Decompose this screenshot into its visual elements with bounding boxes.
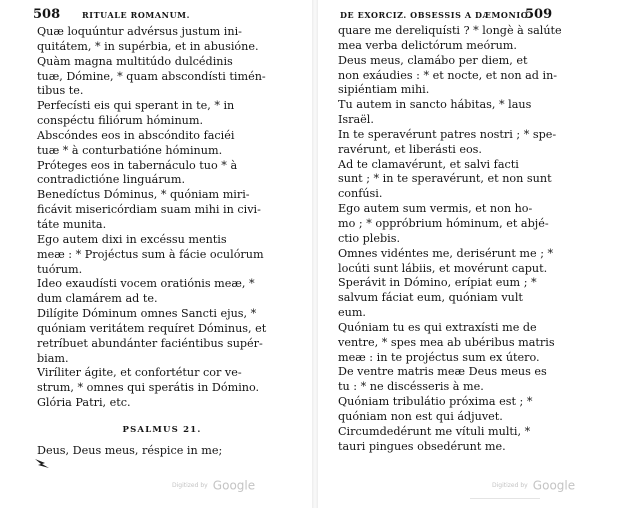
left-text-line: tuæ * à conturbatióne hóminum. [37,143,223,157]
right-text-line: In te speravérunt patres nostri ; * spe- [338,127,557,141]
left-watermark-small: Digitized by [172,482,208,489]
right-text-line: Tu autem in sancto hábitas, * laus [338,98,532,112]
right-text-line: quare me dereliquísti ? * longè à salúte [338,24,562,37]
right-watermark-brand: Google [532,478,576,493]
right-text-line: non exáudies : * et nocte, et non ad in- [338,68,558,82]
psalm-first-line: Deus, Deus meus, réspice in me; [37,443,223,457]
left-text-line: contradictióne linguárum. [37,173,186,187]
right-text-line: Israël. [338,113,374,127]
margin-mark-icon [35,457,50,469]
left-text-line: Viríliter ágite, et confortétur cor ve- [37,366,242,380]
right-text-line: Ego autem sum vermis, et non ho- [338,202,533,216]
right-verse-lines [338,24,600,454]
left-text-line: dum clamárem ad te. [37,292,158,306]
right-page-number: 509 [525,7,553,22]
left-text-line: tibus te. [37,84,84,98]
right-text-line: De ventre matris meæ Deus meus es [338,365,547,379]
right-page-text [338,24,600,454]
left-page [0,0,312,508]
left-text-line: quóniam veritátem requíret Dóminus, et [37,321,267,335]
right-page [318,0,630,508]
psalm-heading: PSALMUS 21. [122,424,202,435]
left-text-line: ficávit misericórdiam suam mihi in civi- [37,203,261,217]
right-text-line: Circumdedérunt me vítuli multi, * [338,424,531,438]
right-text-line: Quóniam tu es qui extraxísti me de [338,320,537,334]
left-text-line: biam. [37,351,69,365]
left-text-line: quitátem, * in supérbia, et in abusióne. [37,39,259,53]
left-text-line: Ego autem dixi in excéssu mentis [37,232,227,246]
left-running-head: RITUALE ROMANUM. [82,10,190,20]
right-text-line: sunt ; * in te speravérunt, et non sunt [338,172,552,186]
right-text-line: Ad te clamavérunt, et salvi facti [338,157,519,171]
left-text-line: meæ : * Projéctus sum à fácie oculórum [37,247,264,261]
left-text-line: conspéctu filiórum hóminum. [37,114,204,128]
right-text-line: confúsi. [338,187,383,201]
right-text-line: tu : * ne discésseris à me. [338,380,484,394]
left-page-number: 508 [33,7,61,22]
left-page-text [37,25,287,459]
left-text-line: Benedíctus Dóminus, * quóniam miri- [37,188,250,202]
right-text-line: meæ : in te projéctus sum ex útero. [338,350,540,364]
left-text-line: Dilígite Dóminum omnes Sancti ejus, * [37,307,257,321]
right-text-line: Sperávit in Dómino, erípiat eum ; * [338,276,537,290]
right-text-line: tauri pingues obsedérunt me. [338,439,506,453]
left-text-line: strum, * omnes qui sperátis in Dómino. [37,381,260,395]
left-text-line: tuórum. [37,262,83,276]
right-text-line: eum. [338,306,366,320]
left-verse-lines [37,25,287,411]
left-watermark-brand: Google [212,478,256,493]
right-text-line: salvum fáciat eum, quóniam vult [338,291,523,305]
right-text-line: mo ; * oppróbrium hóminum, et abjé- [338,216,549,230]
right-text-line: ravérunt, et liberásti eos. [338,142,482,156]
right-text-line: ctio plebis. [338,231,401,245]
left-text-line: Perfecísti eis qui sperant in te, * in [37,99,235,113]
left-text-line: Próteges eos in tabernáculo tuo * à [37,158,238,172]
right-text-line: ventre, * spes mea ab ubéribus matris [338,335,555,349]
left-text-line: retríbuet abundánter faciéntibus supér- [37,336,263,350]
left-watermark [172,475,255,494]
right-text-line: Deus meus, clamábo per diem, et [338,53,528,67]
left-text-line: Ideo exaudísti vocem oratiónis meæ, * [37,277,255,291]
right-watermark-small: Digitized by [492,482,528,489]
right-watermark [492,475,575,494]
left-text-line: Quæ loquúntur advérsus justum ini- [37,25,242,38]
right-text-line: quóniam non est qui ádjuvet. [338,409,503,423]
right-text-line: locúti sunt lábiis, et movérunt caput. [338,261,548,275]
left-text-line: Quàm magna multitúdo dulcédinis [37,54,233,68]
right-text-line: sipiéntiam mihi. [338,83,430,97]
right-text-line: Quóniam tribulátio próxima est ; * [338,395,533,409]
right-text-line: mea verba delictórum meórum. [338,38,517,52]
left-text-line: tuæ, Dómine, * quam abscondísti timén- [37,69,266,83]
scan-artifact [470,498,540,499]
right-text-line: Omnes vidéntes me, derisérunt me ; * [338,246,554,260]
left-text-line: táte munita. [37,217,107,231]
left-text-line: Abscóndes eos in abscóndito faciéi [37,128,235,142]
left-text-line: Glória Patri, etc. [37,396,131,410]
right-running-head: DE EXORCIZ. OBSESSIS A DÆMONIO. [340,10,532,20]
